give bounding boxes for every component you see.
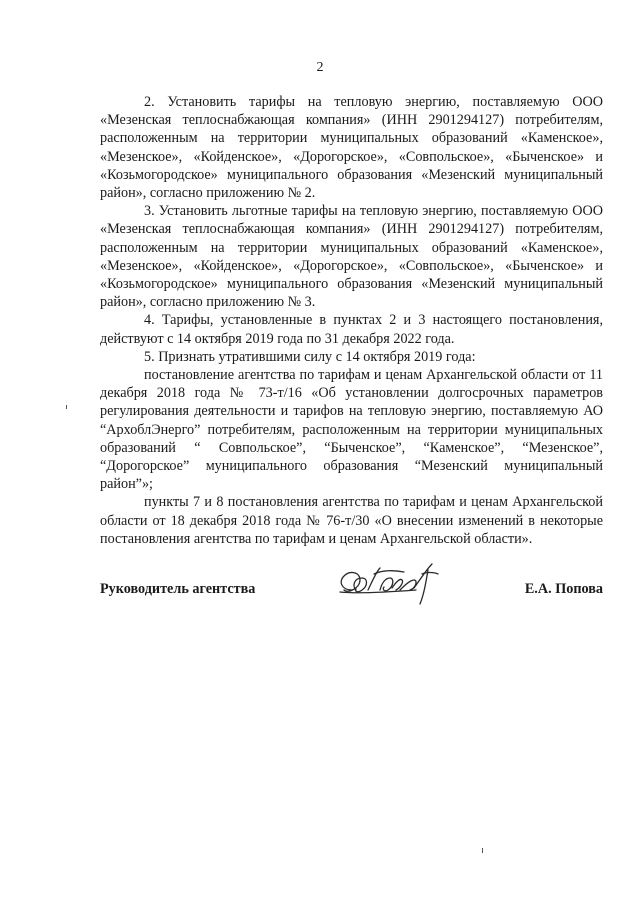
- paragraph-item-5: 5. Признать утратившими силу с 14 октября 2019 года:: [144, 348, 476, 365]
- paragraph-item-2: 2. Установить тарифы на тепловую энергию, поставляемую ООО «Мезенская теплоснабжающая компания» (ИНН 2901294127) потребителям, расположенным на территории муниципальных образований «Каменское», «Мезенское», «Койденское», «Дорогорское», «Совпольское», «Быченское» и «Козьмогородское» муниципального образования «Мезенский муниципальный район», согласно приложению № 2.: [100, 94, 603, 202]
- paragraph-item-3: 3. Установить льготные тарифы на тепловую энергию, поставляемую ООО «Мезенская теплоснабжающая компания» (ИНН 2901294127) потребителям, расположенным на территории муниципальных образований «Каменское», «Мезенское», «Койденское», «Дорогорское», «Совпольское», «Быченское» и «Козьмогородское» муниципального образования «Мезенский муниципальный район», согласно приложению № 3.: [100, 203, 603, 311]
- signatory-position: Руководитель агентства: [100, 581, 256, 597]
- handwritten-signature: [330, 560, 450, 608]
- paragraph-item-4: 4. Тарифы, установленные в пунктах 2 и 3 настоящего постановления, действуют с 14 октября 2019 года по 31 декабря 2022 года.: [100, 312, 603, 347]
- scan-speck: [66, 405, 67, 409]
- signatory-name: Е.А. Попова: [524, 581, 603, 597]
- paragraph-item-5-sub-1: постановление агентства по тарифам и ценам Архангельской области от 11 декабря 2018 года № 73-т/16 «Об установлении долгосрочных параметров регулирования деятельности и тарифов на тепловую энергию, поставляемую АО “АрхоблЭнерго” потребителям, расположенным на территории муниципальных образований “ Совпольское”, “Быченское”, “Каменское”, “Мезенское”, “Дорогорское” муниципального образования “Мезенский муниципальный район”»;: [100, 367, 603, 493]
- paragraph-item-5-sub-2: пункты 7 и 8 постановления агентства по тарифам и ценам Архангельской области от 18 декабря 2018 года № 76-т/30 «О внесении изменений в некоторые постановления агентства по тарифам и ценам Архангельской области».: [100, 494, 603, 547]
- document-body: [100, 93, 603, 548]
- signature-block: [100, 560, 603, 620]
- page-number: 2: [316, 60, 324, 75]
- scan-speck: [482, 848, 483, 853]
